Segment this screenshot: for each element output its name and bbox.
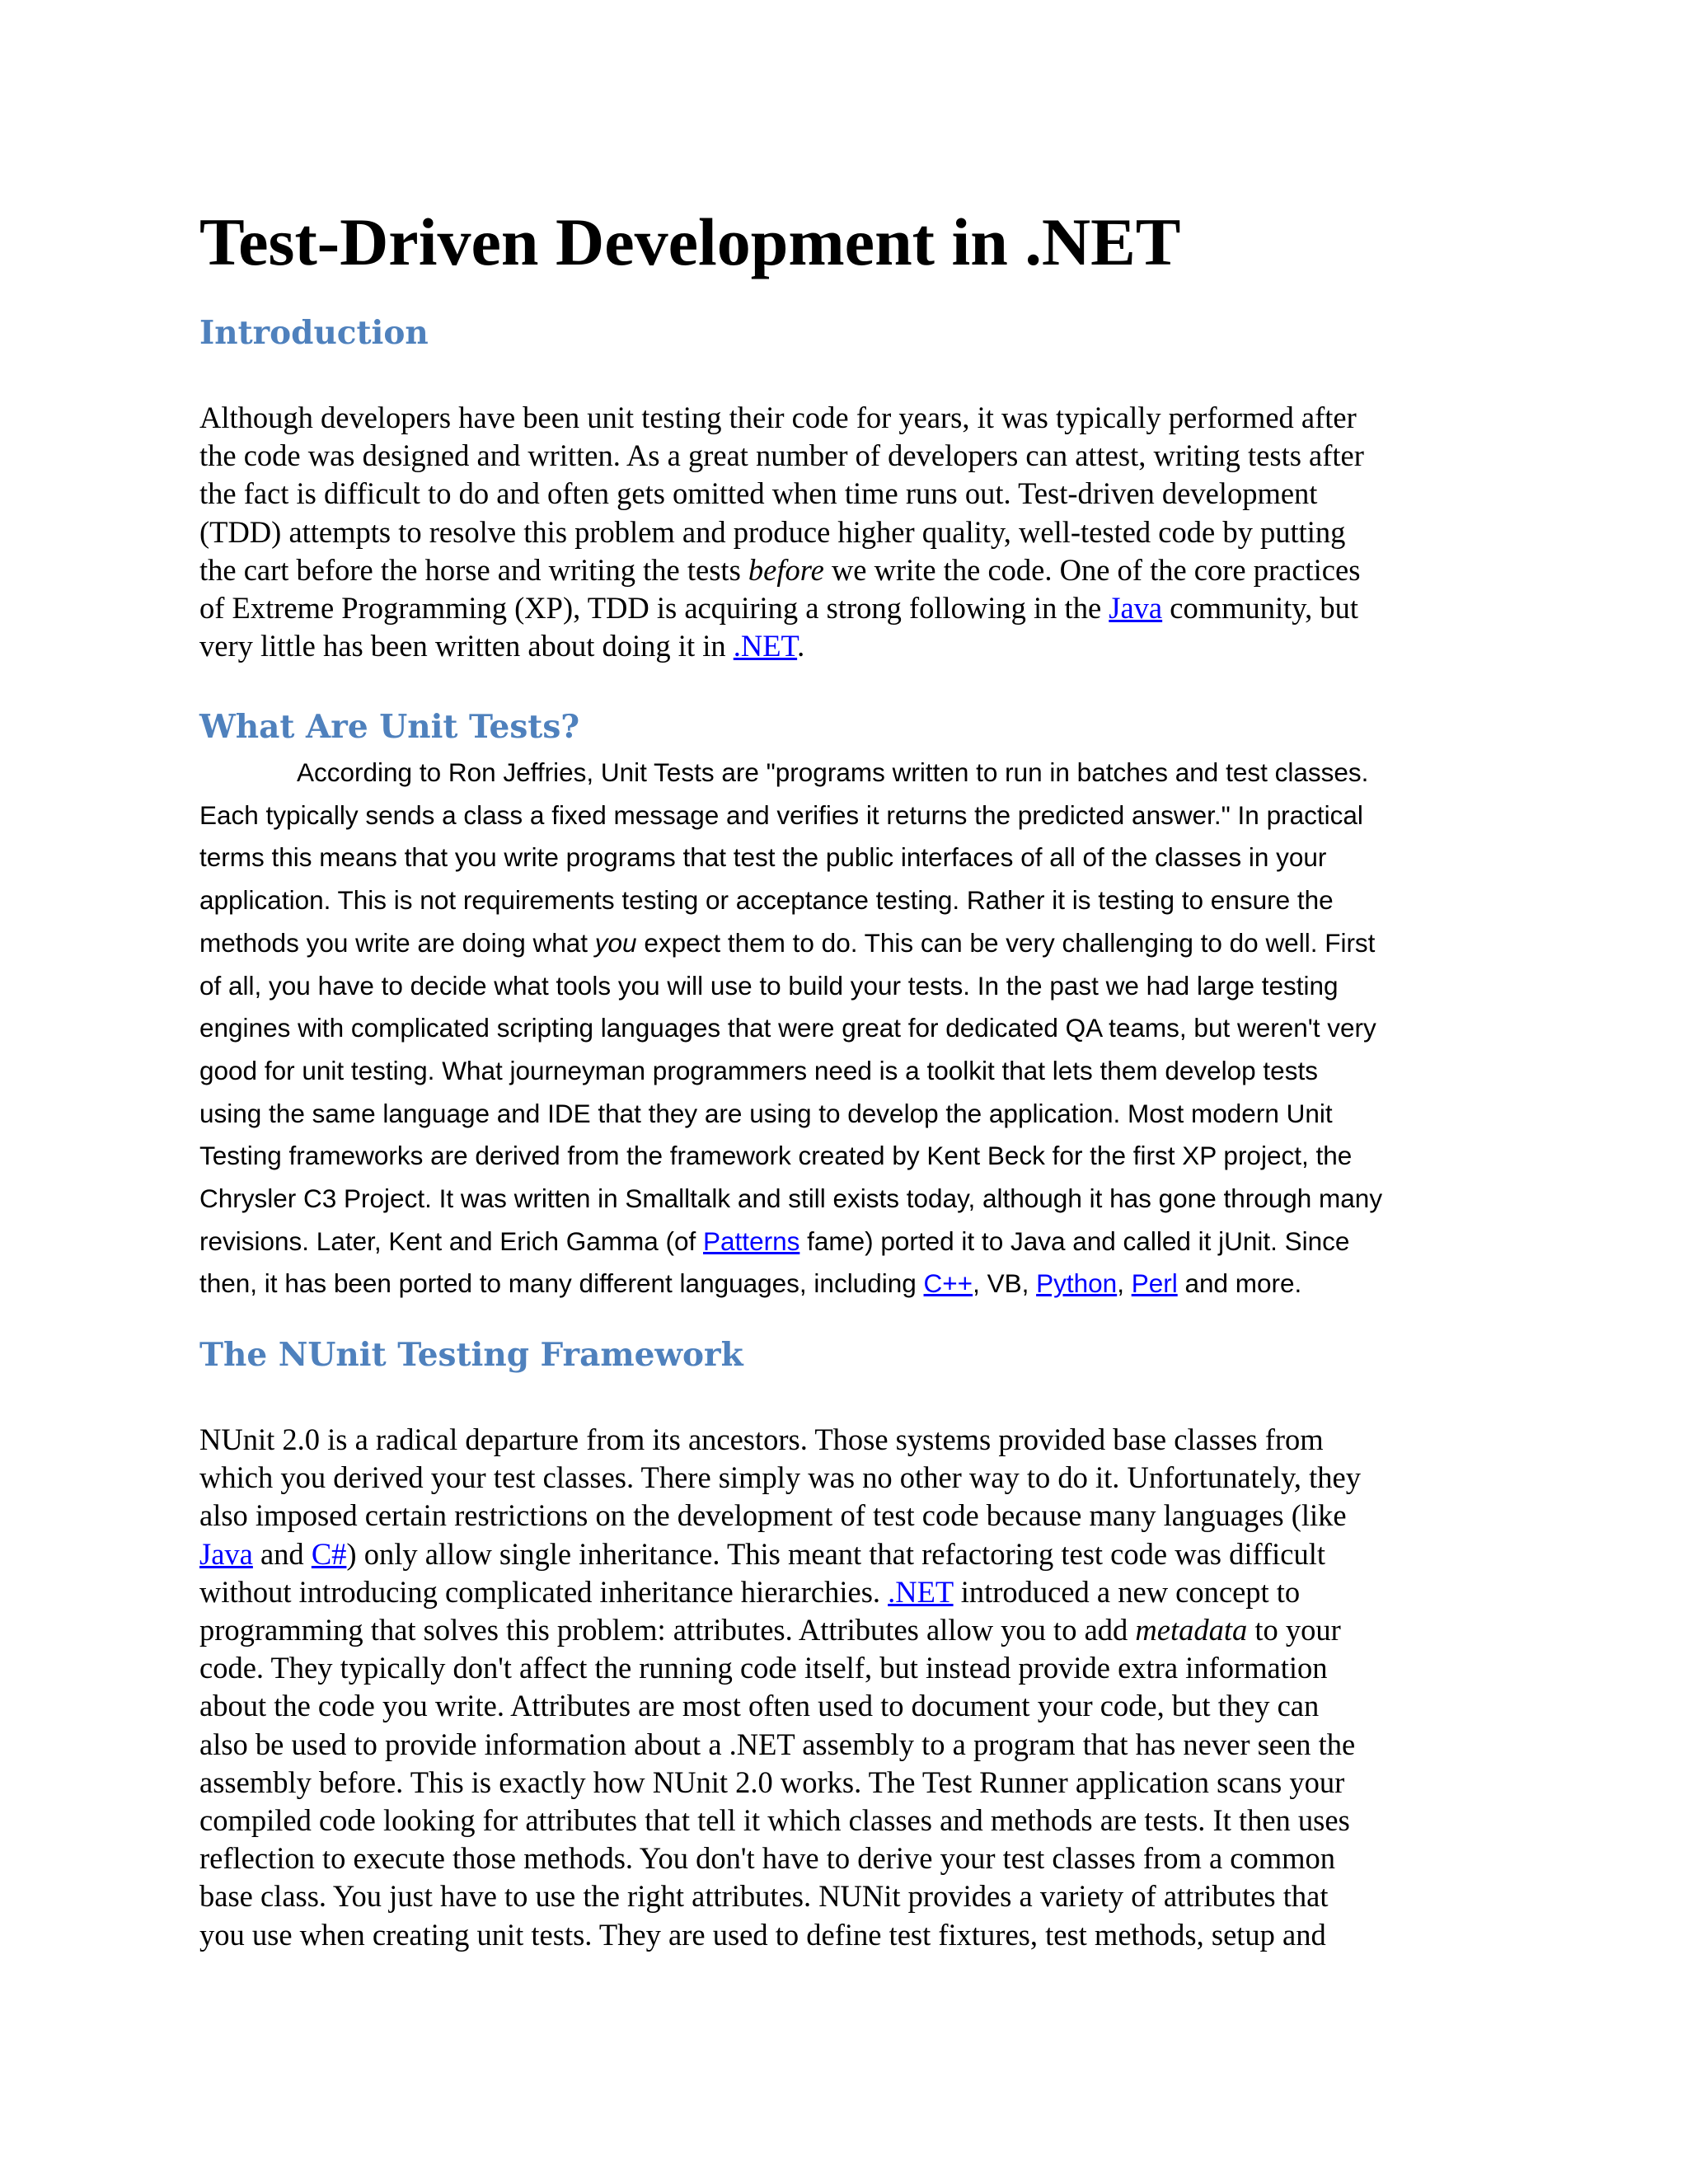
text-line: Each typically sends a class a fixed message and verifies it returns the predicted answer." In practical <box>199 799 1363 830</box>
text-line: also imposed certain restrictions on the development of test code because many languages (like <box>199 1498 1347 1533</box>
text-line: terms this means that you write programs that test the public interfaces of all of the classes in your <box>199 842 1327 873</box>
heading-nunit-framework: The NUnit Testing Framework <box>199 1336 743 1374</box>
text-line: about the code you write. Attributes are most often used to document your code, but they can <box>199 1689 1320 1723</box>
text-line: base class. You just have to use the right attributes. NUNit provides a variety of attributes that <box>199 1879 1329 1914</box>
heading-introduction: Introduction <box>199 314 429 352</box>
text-line: Although developers have been unit testing their code for years, it was typically performed after <box>199 401 1357 434</box>
link-patterns[interactable]: Patterns <box>703 1226 800 1256</box>
paragraph-nunit <box>199 1421 1493 1954</box>
text-line: good for unit testing. What journeyman programmers need is a toolkit that lets them develop tests <box>199 1055 1318 1085</box>
text-line: which you derived your test classes. There simply was no other way to do it. Unfortunately, they <box>199 1460 1361 1495</box>
text-line: of Extreme Programming (XP), TDD is acquiring a strong following in the Java community, but <box>199 591 1359 626</box>
text-line: then, it has been ported to many different languages, including C++, VB, Python, Perl and more. <box>199 1268 1302 1299</box>
link-dotnet[interactable]: .NET <box>733 629 798 663</box>
text-line: Chrysler C3 Project. It was written in Smalltalk and still exists today, although it has gone through many <box>199 1183 1383 1214</box>
emphasis-before: before <box>748 552 824 587</box>
text-line: reflection to execute those methods. You don't have to derive your test classes from a common <box>199 1841 1336 1876</box>
emphasis-metadata: metadata <box>1135 1613 1248 1647</box>
link-python[interactable]: Python <box>1036 1268 1118 1299</box>
paragraph-unit-tests <box>199 752 1493 1305</box>
text-line: methods you write are doing what you expect them to do. This can be very challenging to do well. First <box>199 927 1376 958</box>
text-line: Java and C#) only allow single inheritance. This meant that refactoring test code was difficult <box>199 1536 1326 1571</box>
text-line: assembly before. This is exactly how NUnit 2.0 works. The Test Runner application scans your <box>199 1765 1345 1799</box>
link-java[interactable]: Java <box>1109 591 1163 626</box>
link-cpp[interactable]: C++ <box>923 1268 973 1299</box>
text-line: without introducing complicated inheritance hierarchies. .NET introduced a new concept to <box>199 1574 1301 1609</box>
paragraph-introduction <box>199 399 1493 665</box>
text-line: compiled code looking for attributes that tell it which classes and methods are tests. It then uses <box>199 1803 1350 1838</box>
text-line: also be used to provide information about a .NET assembly to a program that has never seen the <box>199 1727 1356 1761</box>
text-line: using the same language and IDE that they are using to develop the application. Most modern Unit <box>199 1098 1333 1128</box>
text-line: the cart before the horse and writing the tests before we write the code. One of the core practices <box>199 552 1361 587</box>
text-line: revisions. Later, Kent and Erich Gamma (of Patterns fame) ported it to Java and called it jUnit. Since <box>199 1226 1350 1256</box>
text-line: Testing frameworks are derived from the framework created by Kent Beck for the first XP project, the <box>199 1141 1353 1171</box>
emphasis-you: you <box>594 927 637 958</box>
text-line: of all, you have to decide what tools you will use to build your tests. In the past we had large testing <box>199 970 1339 1001</box>
text-line: application. This is not requirements testing or acceptance testing. Rather it is testing to ensure the <box>199 885 1334 916</box>
link-perl[interactable]: Perl <box>1131 1268 1178 1299</box>
text-line: According to Ron Jeffries, Unit Tests are "programs written to run in batches and test classes. <box>297 757 1369 787</box>
link-java[interactable]: Java <box>199 1536 253 1571</box>
text-line: NUnit 2.0 is a radical departure from its ancestors. Those systems provided base classes from <box>199 1422 1324 1456</box>
heading-unit-tests: What Are Unit Tests? <box>199 708 580 746</box>
link-csharp[interactable]: C# <box>311 1536 347 1571</box>
link-dotnet[interactable]: .NET <box>888 1574 954 1609</box>
text-line: engines with complicated scripting languages that were great for dedicated QA teams, but weren't very <box>199 1013 1376 1043</box>
text-line: the code was designed and written. As a great number of developers can attest, writing tests after <box>199 438 1364 473</box>
text-line: programming that solves this problem: attributes. Attributes allow you to add metadata to your <box>199 1613 1341 1647</box>
document-title: Test-Driven Development in .NET <box>199 204 1181 279</box>
text-line: very little has been written about doing it in .NET. <box>199 629 805 663</box>
text-line: code. They typically don't affect the running code itself, but instead provide extra information <box>199 1651 1328 1685</box>
text-line: the fact is difficult to do and often gets omitted when time runs out. Test-driven development <box>199 476 1318 511</box>
text-line: you use when creating unit tests. They are used to define test fixtures, test methods, setup and <box>199 1917 1326 1952</box>
text-line: (TDD) attempts to resolve this problem and produce higher quality, well-tested code by putting <box>199 514 1346 549</box>
